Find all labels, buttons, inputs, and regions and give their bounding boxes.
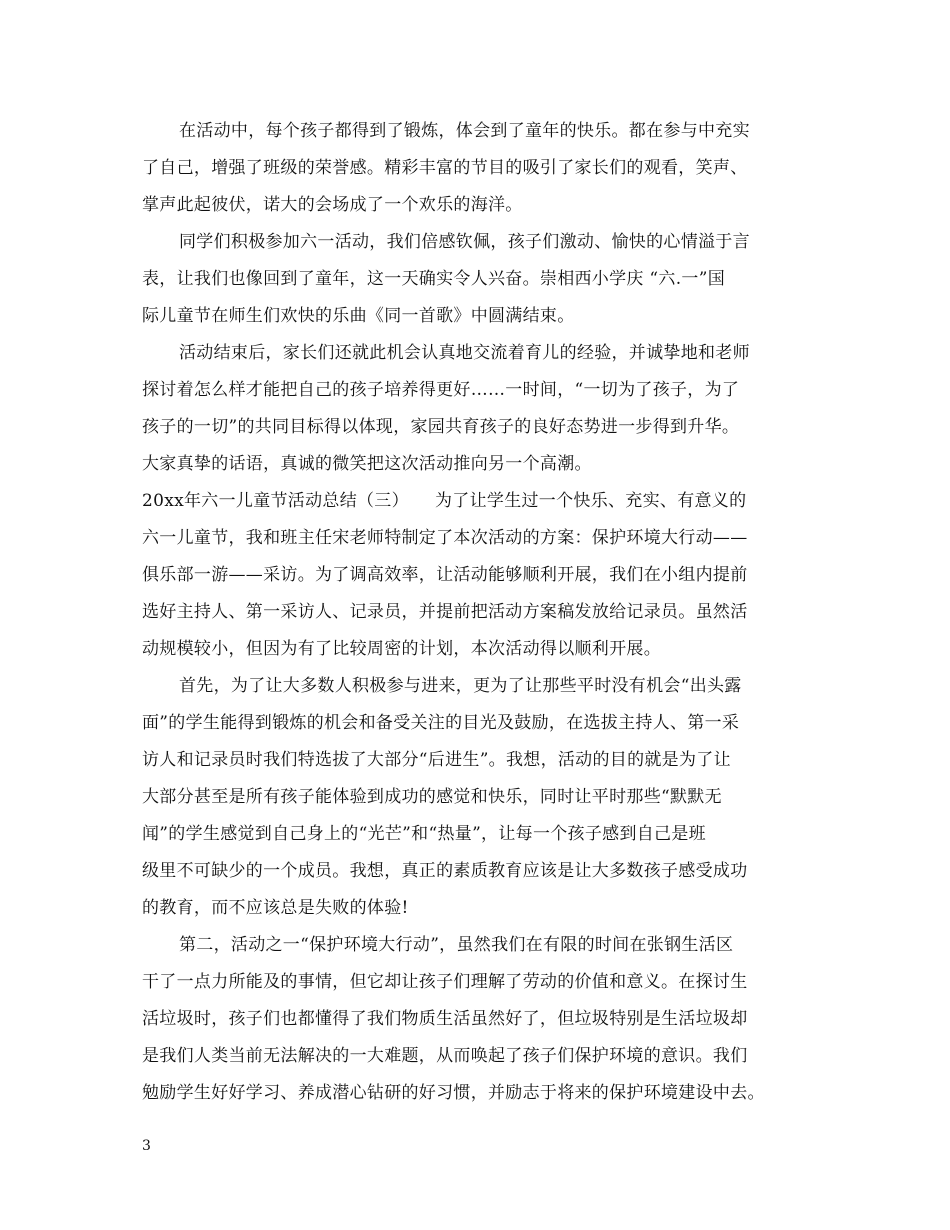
text-line: 大部分甚至是所有孩子能体验到成功的感觉和快乐，同时让平时那些“默默无 <box>142 787 722 807</box>
text-line: 俱乐部一游——采访。为了调高效率，让活动能够顺利开展，我们在小组内提前 <box>142 565 748 585</box>
text-line: 孩子的一切”的共同目标得以体现，家园共育孩子的良好态势进一步得到升华。 <box>142 417 740 437</box>
text-line: 闻”的学生感觉到自己身上的“光芒”和“热量”，让每一个孩子感到自己是班 <box>142 824 706 844</box>
text-line: 的教育，而不应该总是失败的体验! <box>142 898 409 918</box>
text-line: 首先，为了让大多数人积极参与进来，更为了让那些平时没有机会“出头露 <box>179 676 742 696</box>
text-line: 级里不可缺少的一个成员。我想，真正的素质教育应该是让大多数孩子感受成功 <box>142 861 748 881</box>
text-line: 六一儿童节，我和班主任宋老师特制定了本次活动的方案：保护环境大行动—— <box>142 528 748 548</box>
text-line: 访人和记录员时我们特选拔了大部分“后进生”。我想，活动的目的就是为了让 <box>142 750 731 770</box>
text-line: 大家真挚的话语，真诚的微笑把这次活动推向另一个高潮。 <box>142 454 592 474</box>
text-line: 勉励学生好好学习、养成潜心钻研的好习惯，并励志于将来的保护环境建设中去。 <box>142 1083 765 1103</box>
text-line: 是我们人类当前无法解决的一大难题，从而唤起了孩子们保护环境的意识。我们 <box>142 1046 748 1066</box>
page-number: 3 <box>142 1138 151 1154</box>
section-heading-line: 20xx年六一儿童节活动总结（三） 为了让学生过一个快乐、充实、有意义的 <box>142 491 747 511</box>
text-line: 在活动中，每个孩子都得到了锻炼，体会到了童年的快乐。都在参与中充实 <box>179 121 750 141</box>
text-line: 动规模较小，但因为有了比较周密的计划，本次活动得以顺利开展。 <box>142 639 661 659</box>
text-line: 选好主持人、第一采访人、记录员，并提前把活动方案稿发放给记录员。虽然活 <box>142 602 748 622</box>
text-line: 活垃圾时，孩子们也都懂得了我们物质生活虽然好了，但垃圾特别是生活垃圾却 <box>142 1009 748 1029</box>
text-line: 第二，活动之一“保护环境大行动”，虽然我们在有限的时间在张钢生活区 <box>179 935 734 955</box>
text-line: 同学们积极参加六一活动，我们倍感钦佩，孩子们激动、愉快的心情溢于言 <box>179 232 750 252</box>
text-line: 活动结束后，家长们还就此机会认真地交流着育儿的经验，并诚挚地和老师 <box>179 343 750 363</box>
text-line: 了自己，增强了班级的荣誉感。精彩丰富的节目的吸引了家长们的观看，笑声、 <box>142 158 748 178</box>
text-line: 表，让我们也像回到了童年，这一天确实令人兴奋。崇相西小学庆 “六.一”国 <box>142 269 725 289</box>
text-line: 际儿童节在师生们欢快的乐曲《同一首歌》中圆满结束。 <box>142 306 575 326</box>
text-line: 探讨着怎么样才能把自己的孩子培养得更好……一时间，“一切为了孩子，为了 <box>142 380 740 400</box>
text-line: 干了一点力所能及的事情，但它却让孩子们理解了劳动的价值和意义。在探讨生 <box>142 972 748 992</box>
text-line: 掌声此起彼伏，诺大的会场成了一个欢乐的海洋。 <box>142 195 523 215</box>
text-line: 面”的学生能得到锻炼的机会和备受关注的目光及鼓励，在选拔主持人、第一采 <box>142 713 740 733</box>
